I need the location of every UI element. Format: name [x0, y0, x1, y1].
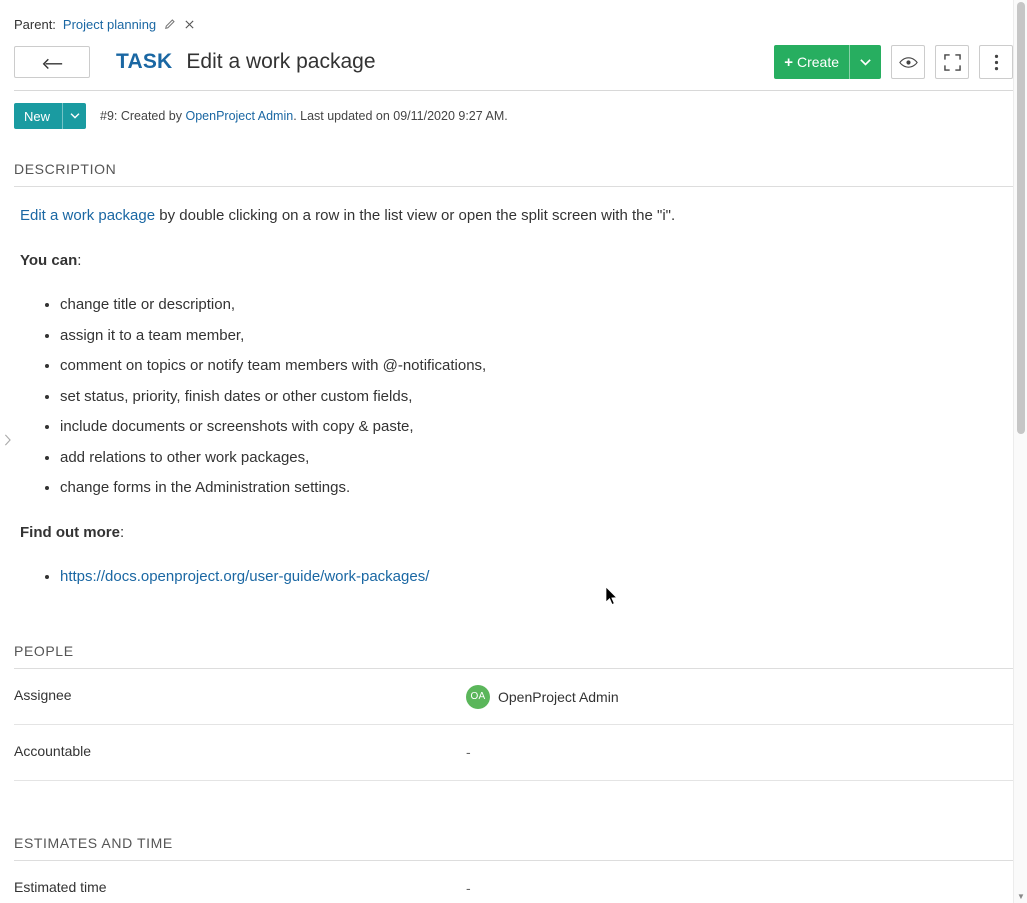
section-title-estimates: ESTIMATES AND TIME [14, 834, 173, 851]
list-item: • set status, priority, finish dates or other custom fields, [60, 386, 1007, 409]
documentation-link[interactable]: https://docs.openproject.org/user-guide/work-packages/ [60, 568, 430, 585]
section-title-people: PEOPLE [14, 642, 74, 659]
accountable-label: Accountable [14, 742, 92, 759]
plus-icon: + [784, 53, 793, 71]
find-out-more-colon: : [120, 523, 125, 541]
chevron-down-icon[interactable] [62, 103, 80, 129]
list-item [60, 566, 1007, 589]
watch-button[interactable] [891, 45, 925, 79]
section-divider-description [14, 186, 1013, 187]
work-package-subject: Edit a work package [186, 50, 376, 73]
work-package-type: TASK [116, 50, 173, 73]
create-button-label: Create [796, 54, 839, 70]
fullscreen-button[interactable] [935, 45, 969, 79]
meta-prefix: #9: Created by [100, 109, 186, 123]
assignee-name[interactable]: OpenProject Admin [498, 688, 619, 705]
more-menu-button[interactable] [979, 45, 1013, 79]
spacer [0, 781, 1027, 813]
parent-label: Parent: [14, 16, 56, 32]
status-row [0, 91, 1027, 139]
description-bullet-list [14, 294, 1007, 500]
spacer [0, 589, 1027, 621]
scroll-down-arrow[interactable]: ▼ [1017, 891, 1025, 901]
header-actions [774, 45, 1013, 79]
avatar: OA [466, 685, 490, 709]
attribute-row-accountable [14, 725, 1013, 781]
description-body[interactable] [14, 205, 1007, 589]
list-item: • change forms in the Administration settings. [60, 477, 1007, 500]
description-intro-rest: by double clicking on a row in the list view or open the split screen with the "i". [155, 207, 676, 224]
scroll-thumb[interactable] [1017, 2, 1025, 434]
meta-suffix: . Last updated on 09/11/2020 9:27 AM. [293, 109, 508, 123]
pencil-icon[interactable] [163, 18, 176, 31]
parent-link[interactable]: Project planning [62, 16, 157, 32]
description-intro [20, 205, 1007, 228]
chevron-down-icon[interactable] [849, 45, 871, 79]
assignee-label: Assignee [14, 686, 72, 703]
list-item: • add relations to other work packages, [60, 447, 1007, 470]
list-item: • comment on topics or notify team members with @-notifications, [60, 355, 1007, 378]
estimated-time-value[interactable]: - [466, 879, 471, 896]
work-package-header [0, 34, 1027, 90]
estimated-time-label: Estimated time [14, 878, 107, 895]
author-link[interactable]: OpenProject Admin [185, 109, 294, 123]
attribute-row-estimated-time [14, 861, 1013, 903]
list-item: • include documents or screenshots with copy & paste, [60, 416, 1007, 439]
description-you-can [20, 250, 1007, 273]
section-title-description: DESCRIPTION [14, 161, 117, 177]
assignee-value[interactable] [466, 685, 1013, 709]
description-link-list [14, 566, 1007, 589]
you-can-colon: : [77, 251, 82, 269]
attribute-row-assignee [14, 669, 1013, 725]
vertical-scrollbar[interactable] [1013, 0, 1027, 903]
status-button-label: New [24, 108, 51, 124]
parent-breadcrumb [0, 0, 1027, 34]
list-item: • change title or description, [60, 294, 1007, 317]
close-icon[interactable] [183, 18, 196, 31]
accountable-value[interactable]: - [466, 743, 471, 760]
list-item: • assign it to a team member, [60, 325, 1007, 348]
description-intro-link[interactable]: Edit a work package [20, 207, 156, 224]
back-button[interactable] [14, 46, 90, 78]
create-button[interactable] [774, 45, 881, 79]
find-out-more-label: Find out more [20, 523, 120, 541]
description-find-out-more [20, 522, 1007, 545]
work-package-meta [100, 109, 508, 123]
sidebar-expand-handle[interactable] [0, 420, 14, 460]
status-button[interactable] [14, 103, 86, 129]
you-can-label: You can [20, 251, 78, 269]
